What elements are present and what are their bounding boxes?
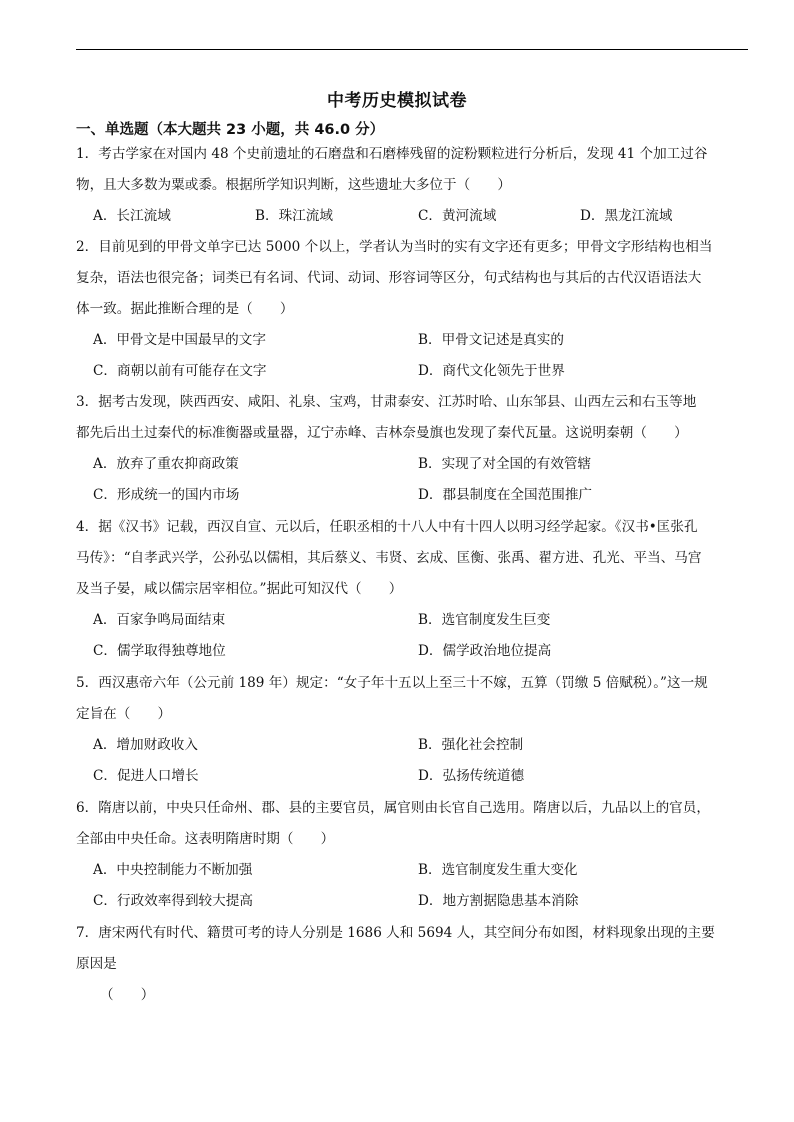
question-1 [76,139,748,201]
question-text-line: 6．隋唐以前，中央只任命州、郡、县的主要官员，属官则由长官自己选用。隋唐以后，九品以上的官员， [76,800,710,816]
option-c[interactable]: C．行政效率得到较大提高 [93,893,253,909]
answer-blank: （ ） [100,987,155,1003]
question-text-line: 复杂，语法也很完备；词类已有名词、代词、动词、形容词等区分，句式结构也与其后的古代汉语语法大 [76,270,702,286]
question-text-line: 及当子晏，咸以儒宗居宰相位。”据此可知汉代（ ） [76,581,403,597]
question-2 [76,232,748,325]
question-text-line: 3．据考古发现，陕西西安、咸阳、礼泉、宝鸡，甘肃泰安、江苏时哈、山东邹县、山西左云和右玉等地 [76,394,697,410]
question-7 [76,918,748,980]
option-b[interactable]: B．珠江流域 [255,208,333,224]
option-a[interactable]: A．百家争鸣局面结束 [93,612,226,628]
question-text-line: 体一致。据此推断合理的是（ ） [76,301,294,317]
question-3 [76,387,748,449]
question-text-line: 物，且大多数为粟或黍。根据所学知识判断，这些遗址大多位于（ ） [76,177,511,193]
option-c[interactable]: C．促进人口增长 [93,768,199,784]
question-text-line: 都先后出土过秦代的标准衡器或量器，辽宁赤峰、吉林奈曼旗也发现了秦代瓦量。这说明秦朝（ ） [76,425,688,441]
option-a[interactable]: A．甲骨文是中国最早的文字 [93,332,266,348]
option-d[interactable]: D．黑龙江流域 [580,208,673,224]
question-text-line: 定旨在（ ） [76,706,172,722]
question-5 [76,668,748,730]
options-row [93,201,733,232]
option-c[interactable]: C．商朝以前有可能存在文字 [93,363,267,379]
question-text-line: 1．考古学家在对国内 48 个史前遗址的石磨盘和石磨棒残留的淀粉颗粒进行分析后，发现 41 个加工过谷 [76,146,708,162]
question-text-line: 2．目前见到的甲骨文单字已达 5000 个以上，学者认为当时的实有文字还有更多；甲骨文字形结构也相当 [76,239,713,255]
question-text-line: 马传》：“自孝武兴学，公孙弘以儒相，其后蔡义、韦贤、玄成、匡衡、张禹、翟方进、孔光、平当、马宫 [76,550,702,566]
option-d[interactable]: D．商代文化领先于世界 [418,363,565,379]
header-rule [76,49,748,50]
section-heading: 一、单选题（本大题共 23 小题，共 46.0 分） [76,122,385,138]
option-b[interactable]: B．选官制度发生巨变 [418,612,551,628]
option-a[interactable]: A．中央控制能力不断加强 [93,862,253,878]
question-text-line: 4．据《汉书》记载，西汉自宣、元以后，任职丞相的十八人中有十四人以明习经学起家。《汉书•匡张孔 [76,519,698,535]
option-b[interactable]: B．选官制度发生重大变化 [418,862,578,878]
option-a[interactable]: A．长江流域 [93,208,171,224]
option-c[interactable]: C．形成统一的国内市场 [93,487,240,503]
page-title: 中考历史模拟试卷 [327,91,467,111]
option-c[interactable]: C．儒学取得独尊地位 [93,643,226,659]
option-d[interactable]: D．儒学政治地位提高 [418,643,552,659]
question-text-line: 5．西汉惠帝六年（公元前 189 年）规定：“女子年十五以上至三十不嫁，五算（罚缴 5 倍赋税）。”这一规 [76,675,708,691]
option-a[interactable]: A．放弃了重农抑商政策 [93,456,239,472]
question-text-line: 全部由中央任命。这表明隋唐时期（ ） [76,831,335,847]
option-b[interactable]: B．甲骨文记述是真实的 [418,332,564,348]
question-text-line: 7．唐宋两代有时代、籍贯可考的诗人分别是 1686 人和 5694 人，其空间分布如图，材料现象出现的主要 [76,925,715,941]
question-6 [76,793,748,855]
option-b[interactable]: B．强化社会控制 [418,737,524,753]
option-d[interactable]: D．弘扬传统道德 [418,768,525,784]
option-a[interactable]: A．增加财政收入 [93,737,198,753]
option-c[interactable]: C．黄河流域 [418,208,497,224]
option-d[interactable]: D．郡县制度在全国范围推广 [418,487,593,503]
question-text-line: 原因是 [76,956,117,972]
option-d[interactable]: D．地方割据隐患基本消除 [418,893,579,909]
option-b[interactable]: B．实现了对全国的有效管辖 [418,456,592,472]
question-4 [76,512,748,605]
